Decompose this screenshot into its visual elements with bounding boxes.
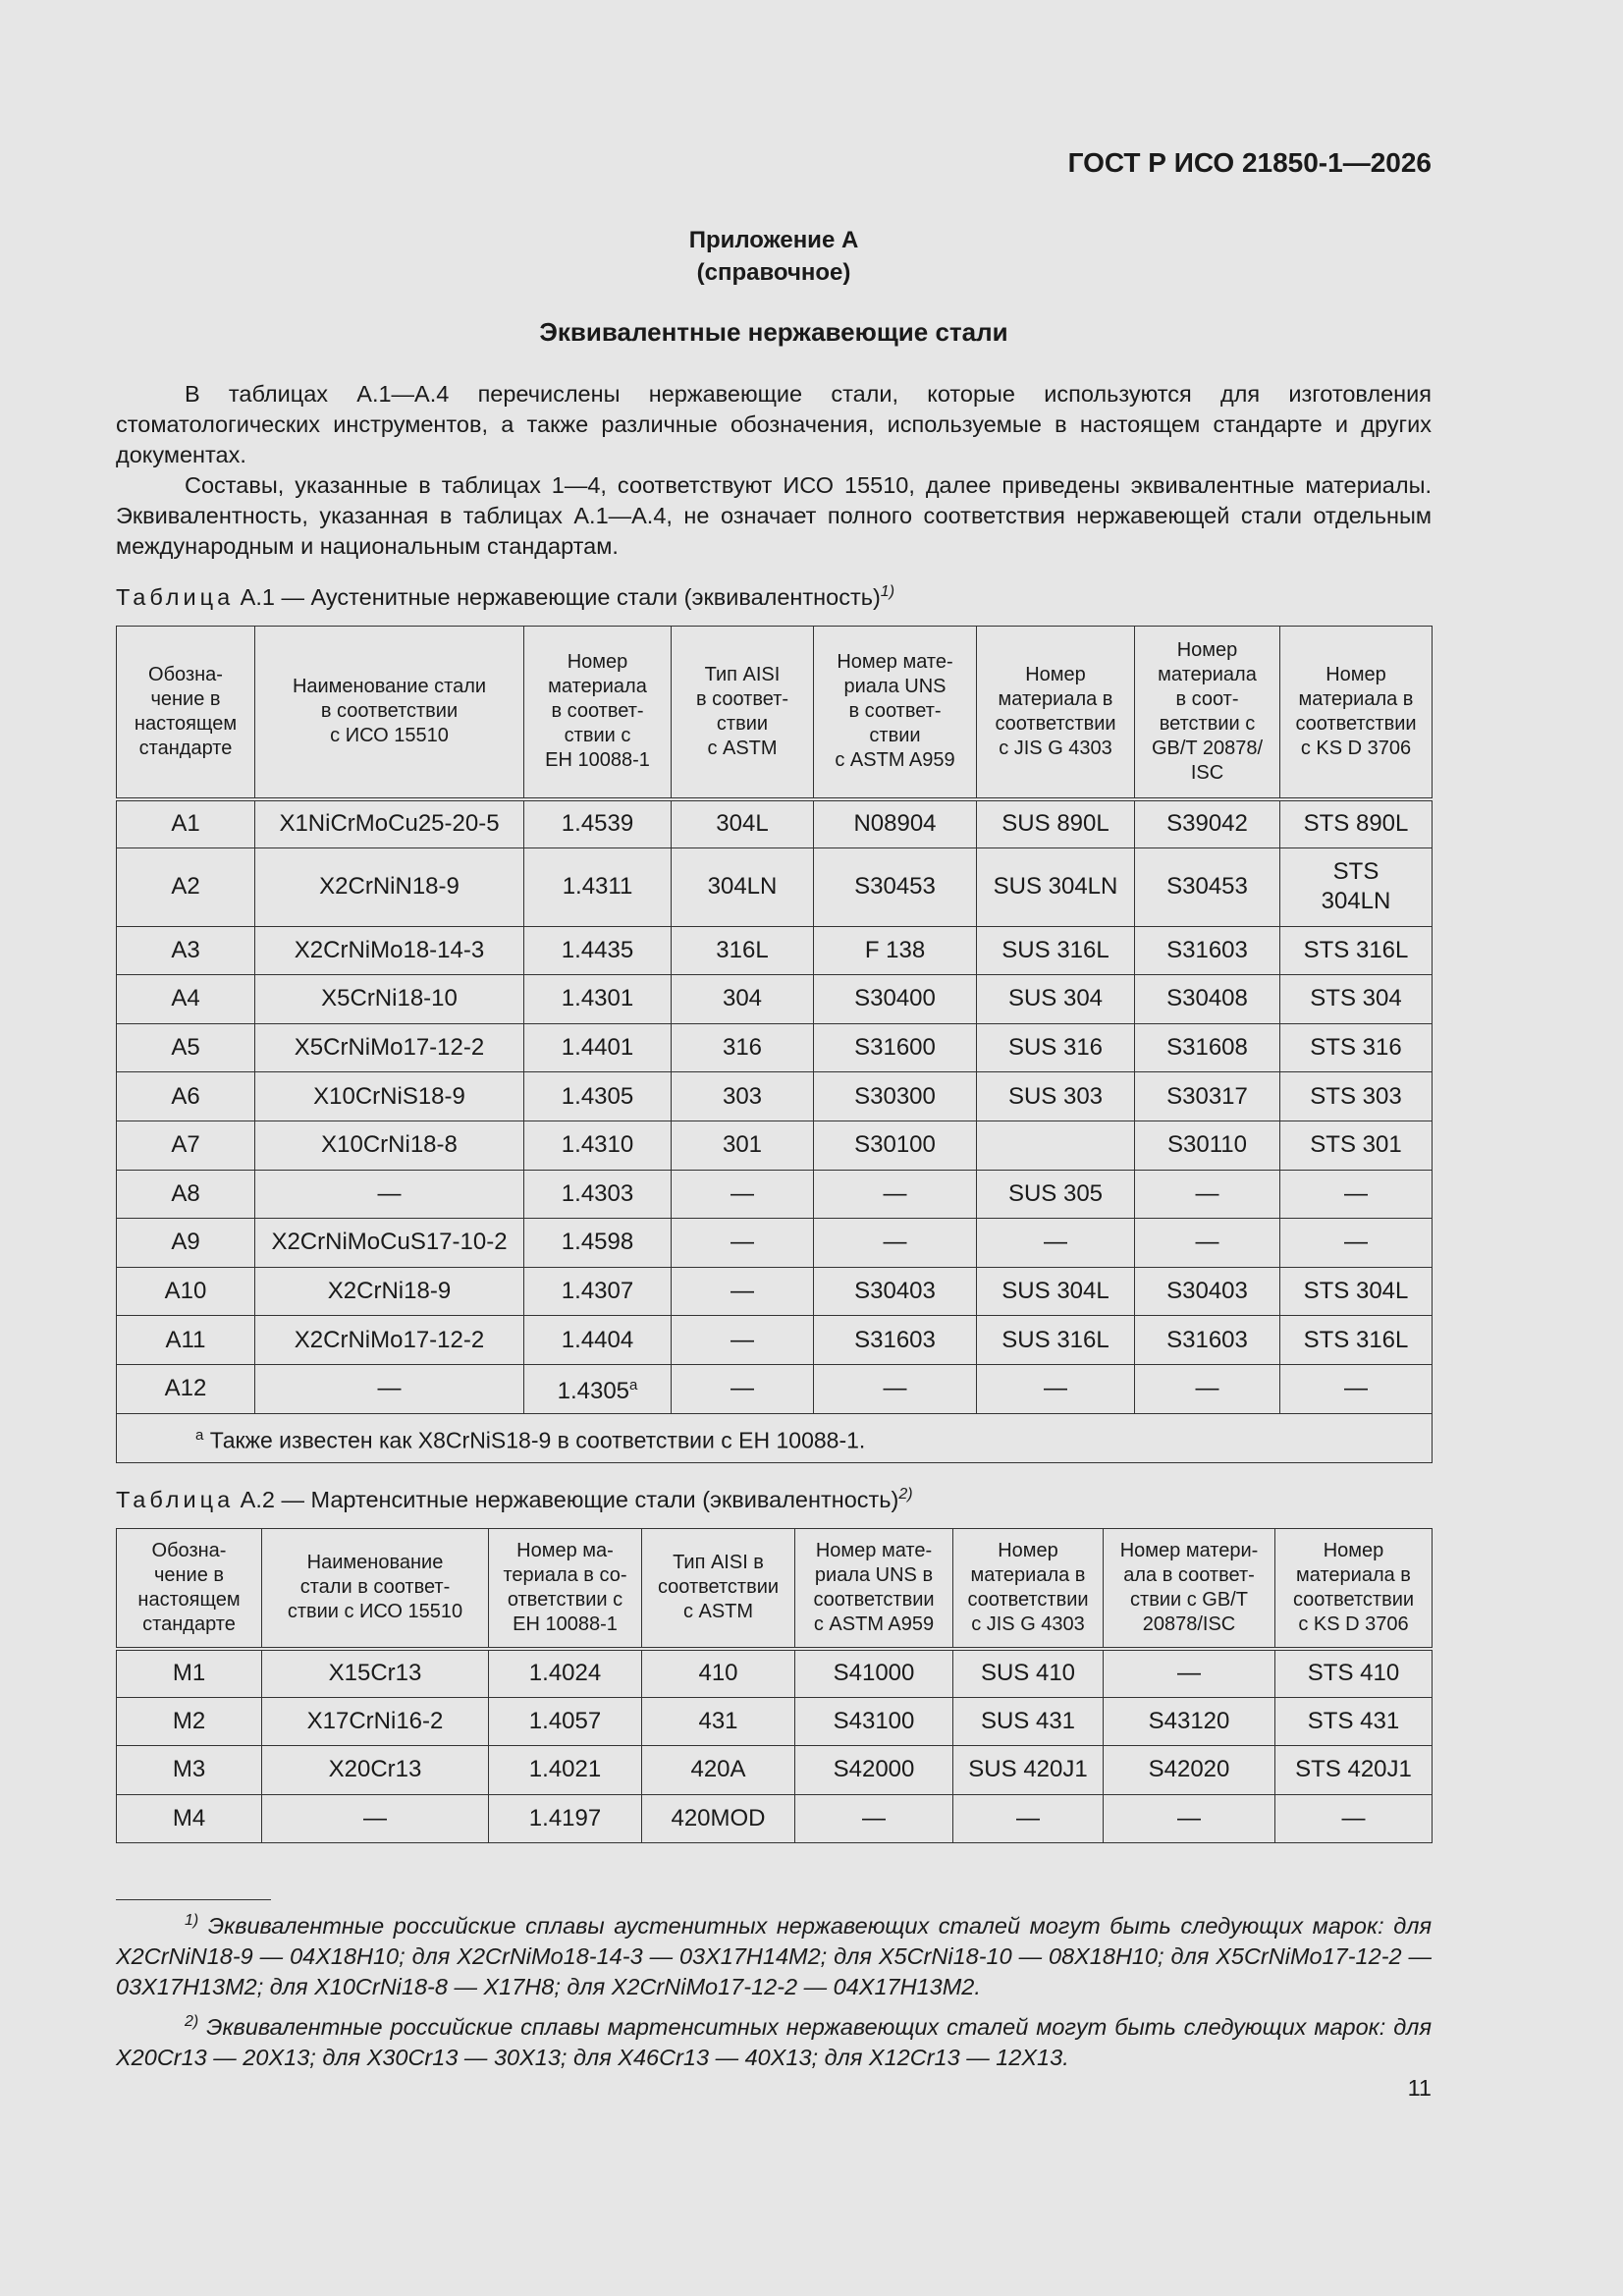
table-cell: X10CrNi18-8 xyxy=(255,1121,524,1170)
table-cell: 316L xyxy=(672,926,814,975)
table-cell: STS 410 xyxy=(1275,1649,1433,1698)
table-cell: — xyxy=(1280,1219,1433,1268)
table-cell: 1.4539 xyxy=(524,799,672,848)
table-cell: S30408 xyxy=(1135,975,1280,1024)
table-cell: SUS 420J1 xyxy=(953,1746,1104,1795)
table-row xyxy=(117,1364,1433,1413)
table-cell: S43100 xyxy=(795,1697,953,1746)
footnote-text: Эквивалентные российские сплавы аустенитных нержавеющих сталей могут быть следующих марок: для X2CrNiN18-9 — 04X18H10; для X2CrNiMo18-14-3 — 03X17H14M2; для X5CrNi18-10 — 08X18H10; для X5CrNiMo17-12-2 — 03X17H13M2; для X10CrNi18-8 — X17H8; для X2CrNiMo17-12-2 — 04X17H13M2. xyxy=(116,1912,1432,1999)
table-cell: STS 304L xyxy=(1280,1267,1433,1316)
table-caption-a2 xyxy=(116,1486,913,1513)
table-cell: S30453 xyxy=(1135,847,1280,926)
table-cell: S31600 xyxy=(814,1023,977,1072)
table-row xyxy=(117,799,1433,848)
table-cell: — xyxy=(1280,1364,1433,1413)
table-cell: S31603 xyxy=(814,1316,977,1365)
table-cell: N08904 xyxy=(814,799,977,848)
table-cell: 316 xyxy=(672,1023,814,1072)
header-row xyxy=(117,627,1433,799)
table-cell: STS 316L xyxy=(1280,1316,1433,1365)
appendix-title: Приложение А xyxy=(688,227,859,253)
table-cell: X17CrNi16-2 xyxy=(262,1697,489,1746)
table-cell: A12 xyxy=(117,1364,255,1413)
footnote-ref: 1) xyxy=(880,583,895,600)
table-cell: X5CrNiMo17-12-2 xyxy=(255,1023,524,1072)
table-a2 xyxy=(116,1528,1433,1843)
table-cell xyxy=(977,1121,1135,1170)
table-cell: STS 303 xyxy=(1280,1072,1433,1121)
table-cell: — xyxy=(1104,1649,1275,1698)
table-row xyxy=(117,1170,1433,1219)
note-mark: a xyxy=(629,1377,638,1394)
table-cell xyxy=(524,1364,672,1413)
table-cell: — xyxy=(977,1364,1135,1413)
table-cell: S43120 xyxy=(1104,1697,1275,1746)
section-title: Эквивалентные нержавеющие стали xyxy=(539,317,1008,347)
table-cell: A11 xyxy=(117,1316,255,1365)
table-cell: 1.4303 xyxy=(524,1170,672,1219)
footnote-mark: 1) xyxy=(185,1912,199,1929)
table-cell: 420A xyxy=(642,1746,795,1795)
table-cell: SUS 304LN xyxy=(977,847,1135,926)
table-cell: M4 xyxy=(117,1794,262,1843)
table-cell: S30300 xyxy=(814,1072,977,1121)
paragraph: В таблицах А.1—А.4 перечислены нержавеющие стали, которые используются для изготовления стоматологических инструментов, а также различные обозначения, используемые в настоящем стандарте и других документах. xyxy=(116,381,1432,467)
page-number: 11 xyxy=(1407,2075,1432,2101)
table-cell: STS 420J1 xyxy=(1275,1746,1433,1795)
table-cell: STS 431 xyxy=(1275,1697,1433,1746)
table-row xyxy=(117,1121,1433,1170)
table-cell: A6 xyxy=(117,1072,255,1121)
table-cell: STS 316 xyxy=(1280,1023,1433,1072)
table-row xyxy=(117,1697,1433,1746)
caption-text: А.2 — Мартенситные нержавеющие стали (эквивалентность) xyxy=(234,1486,899,1512)
table-cell: X2CrNiMoCuS17-10-2 xyxy=(255,1219,524,1268)
table-cell: 301 xyxy=(672,1121,814,1170)
table-cell: X10CrNiS18-9 xyxy=(255,1072,524,1121)
table-cell: A5 xyxy=(117,1023,255,1072)
table-cell: 410 xyxy=(642,1649,795,1698)
table-cell: S30403 xyxy=(814,1267,977,1316)
table-cell: SUS 304 xyxy=(977,975,1135,1024)
table-cell: — xyxy=(814,1170,977,1219)
table-cell: — xyxy=(262,1794,489,1843)
table-cell: — xyxy=(1275,1794,1433,1843)
table-cell: — xyxy=(1135,1170,1280,1219)
table-cell: SUS 316L xyxy=(977,1316,1135,1365)
table-note-row xyxy=(117,1413,1433,1462)
table-cell: — xyxy=(1135,1219,1280,1268)
table-cell: S30453 xyxy=(814,847,977,926)
table-note xyxy=(117,1413,1433,1462)
table-cell: 303 xyxy=(672,1072,814,1121)
table-cell: 1.4307 xyxy=(524,1267,672,1316)
table-cell: — xyxy=(814,1219,977,1268)
table-cell: SUS 316L xyxy=(977,926,1135,975)
table-cell: SUS 303 xyxy=(977,1072,1135,1121)
footnote-1 xyxy=(116,1905,1432,2002)
footnote-ref: 2) xyxy=(898,1486,913,1503)
cell-value: 1.4305 xyxy=(557,1378,630,1405)
table-cell: S30403 xyxy=(1135,1267,1280,1316)
table-cell: S41000 xyxy=(795,1649,953,1698)
table-cell: — xyxy=(814,1364,977,1413)
table-cell: — xyxy=(672,1170,814,1219)
table-cell: S30100 xyxy=(814,1121,977,1170)
table-cell: F 138 xyxy=(814,926,977,975)
table-cell: — xyxy=(672,1364,814,1413)
table-cell: S30110 xyxy=(1135,1121,1280,1170)
table-cell: 1.4024 xyxy=(489,1649,642,1698)
table-cell: 1.4310 xyxy=(524,1121,672,1170)
table-cell: — xyxy=(1135,1364,1280,1413)
table-cell: X1NiCrMoCu25-20-5 xyxy=(255,799,524,848)
table-row xyxy=(117,1219,1433,1268)
table-cell: STS 316L xyxy=(1280,926,1433,975)
table-cell: SUS 410 xyxy=(953,1649,1104,1698)
table-row xyxy=(117,1072,1433,1121)
table-cell: 431 xyxy=(642,1697,795,1746)
column-header: Номер материала в соответствии с JIS G 4303 xyxy=(977,627,1135,799)
table-cell: M1 xyxy=(117,1649,262,1698)
table-row xyxy=(117,1267,1433,1316)
table-cell: 1.4057 xyxy=(489,1697,642,1746)
footnote-text: Эквивалентные российские сплавы мартенситных нержавеющих сталей могут быть следующих марок: для X20Cr13 — 20X13; для X30Cr13 — 30X13; для X46Cr13 — 40X13; для X12Cr13 — 12X13. xyxy=(116,2013,1432,2070)
footnote-mark: 2) xyxy=(185,2012,199,2030)
table-cell: — xyxy=(255,1170,524,1219)
note-text: Также известен как X8CrNiS18-9 в соответствии с ЕН 10088-1. xyxy=(203,1427,866,1453)
table-cell: — xyxy=(672,1267,814,1316)
column-header: Номер материала в соответ- ствии с ЕН 10088-1 xyxy=(524,627,672,799)
table-row xyxy=(117,926,1433,975)
column-header: Номер материала в соответствии с KS D 3706 xyxy=(1280,627,1433,799)
table-cell: SUS 304L xyxy=(977,1267,1135,1316)
appendix-subtitle: (справочное) xyxy=(696,259,851,286)
table-cell: S30400 xyxy=(814,975,977,1024)
header-row xyxy=(117,1529,1433,1649)
table-cell: 304LN xyxy=(672,847,814,926)
table-cell: M2 xyxy=(117,1697,262,1746)
column-header: Номер ма- териала в со- ответствии с ЕН 10088-1 xyxy=(489,1529,642,1649)
column-header: Номер мате- риала UNS в соответствии с ASTM A959 xyxy=(795,1529,953,1649)
table-cell: — xyxy=(795,1794,953,1843)
table-cell: 1.4598 xyxy=(524,1219,672,1268)
table-row xyxy=(117,847,1433,926)
table-cell: 1.4435 xyxy=(524,926,672,975)
table-cell: — xyxy=(1104,1794,1275,1843)
column-header: Номер материала в соответствии с JIS G 4303 xyxy=(953,1529,1104,1649)
table-row xyxy=(117,1649,1433,1698)
table-cell: X2CrNi18-9 xyxy=(255,1267,524,1316)
table-cell: SUS 890L xyxy=(977,799,1135,848)
column-header: Тип AISI в соответ- ствии с ASTM xyxy=(672,627,814,799)
table-cell: 1.4404 xyxy=(524,1316,672,1365)
table-cell: A8 xyxy=(117,1170,255,1219)
table-cell: SUS 305 xyxy=(977,1170,1135,1219)
appendix-heading xyxy=(116,224,1432,289)
table-cell: — xyxy=(953,1794,1104,1843)
table-cell: 1.4197 xyxy=(489,1794,642,1843)
table-cell: 1.4401 xyxy=(524,1023,672,1072)
table-cell: X20Cr13 xyxy=(262,1746,489,1795)
table-cell: — xyxy=(977,1219,1135,1268)
table-row xyxy=(117,1316,1433,1365)
table-cell: S31608 xyxy=(1135,1023,1280,1072)
table-cell: 304L xyxy=(672,799,814,848)
table-cell: S31603 xyxy=(1135,926,1280,975)
table-a1 xyxy=(116,626,1433,1463)
footnote-2 xyxy=(116,2006,1432,2073)
table-cell: A2 xyxy=(117,847,255,926)
table-cell: 1.4301 xyxy=(524,975,672,1024)
table-row xyxy=(117,975,1433,1024)
table-cell: X2CrNiMo18-14-3 xyxy=(255,926,524,975)
paragraph: Составы, указанные в таблицах 1—4, соответствуют ИСО 15510, далее приведены эквивалентные материалы. Эквивалентность, указанная в таблицах А.1—А.4, не означает полного соответствия нержавеющей стали отдельным международным и национальным стандартам. xyxy=(116,472,1432,559)
table-cell: 1.4311 xyxy=(524,847,672,926)
column-header: Наименование стали в соответ- ствии с ИСО 15510 xyxy=(262,1529,489,1649)
table-cell: S42000 xyxy=(795,1746,953,1795)
table-cell: A9 xyxy=(117,1219,255,1268)
table-cell: S39042 xyxy=(1135,799,1280,848)
table-cell: 420MOD xyxy=(642,1794,795,1843)
table-cell: STS 304 xyxy=(1280,975,1433,1024)
table-cell: X2CrNiN18-9 xyxy=(255,847,524,926)
table-cell: STS 301 xyxy=(1280,1121,1433,1170)
caption-label: Таблица xyxy=(116,1486,235,1512)
table-cell: 1.4021 xyxy=(489,1746,642,1795)
table-cell: SUS 431 xyxy=(953,1697,1104,1746)
column-header: Номер мате- риала UNS в соответ- ствии с ASTM A959 xyxy=(814,627,977,799)
table-cell: — xyxy=(672,1316,814,1365)
table-cell: X5CrNi18-10 xyxy=(255,975,524,1024)
caption-label: Таблица xyxy=(116,583,235,610)
table-cell: 304 xyxy=(672,975,814,1024)
table-row xyxy=(117,1746,1433,1795)
column-header: Наименование стали в соответствии с ИСО 15510 xyxy=(255,627,524,799)
column-header: Номер матери- ала в соответ- ствии с GB/T 20878/ISC xyxy=(1104,1529,1275,1649)
table-cell: A3 xyxy=(117,926,255,975)
table-cell: 1.4305 xyxy=(524,1072,672,1121)
column-header: Номер материала в соот- ветствии с GB/T 20878/ ISC xyxy=(1135,627,1280,799)
document-id: ГОСТ Р ИСО 21850-1—2026 xyxy=(1067,147,1432,178)
intro-text xyxy=(116,379,1432,562)
table-cell: STS 304LN xyxy=(1280,847,1433,926)
table-cell: S31603 xyxy=(1135,1316,1280,1365)
note-mark: a xyxy=(195,1426,204,1444)
table-cell: A1 xyxy=(117,799,255,848)
footnotes xyxy=(116,1905,1432,2077)
table-row xyxy=(117,1023,1433,1072)
table-cell: SUS 316 xyxy=(977,1023,1135,1072)
table-cell: — xyxy=(672,1219,814,1268)
caption-text: А.1 — Аустенитные нержавеющие стали (эквивалентность) xyxy=(234,583,881,610)
table-caption-a1 xyxy=(116,583,894,611)
table-cell: STS 890L xyxy=(1280,799,1433,848)
column-header: Обозна- чение в настоящем стандарте xyxy=(117,627,255,799)
table-cell: S42020 xyxy=(1104,1746,1275,1795)
column-header: Номер материала в соответствии с KS D 3706 xyxy=(1275,1529,1433,1649)
table-cell: — xyxy=(255,1364,524,1413)
table-cell: X2CrNiMo17-12-2 xyxy=(255,1316,524,1365)
table-cell: A7 xyxy=(117,1121,255,1170)
table-cell: S30317 xyxy=(1135,1072,1280,1121)
footnote-separator xyxy=(116,1899,271,1900)
table-cell: M3 xyxy=(117,1746,262,1795)
column-header: Обозна- чение в настоящем стандарте xyxy=(117,1529,262,1649)
column-header: Тип AISI в соответствии с ASTM xyxy=(642,1529,795,1649)
table-cell: X15Cr13 xyxy=(262,1649,489,1698)
table-cell: A10 xyxy=(117,1267,255,1316)
table-cell: A4 xyxy=(117,975,255,1024)
table-cell: — xyxy=(1280,1170,1433,1219)
table-row xyxy=(117,1794,1433,1843)
